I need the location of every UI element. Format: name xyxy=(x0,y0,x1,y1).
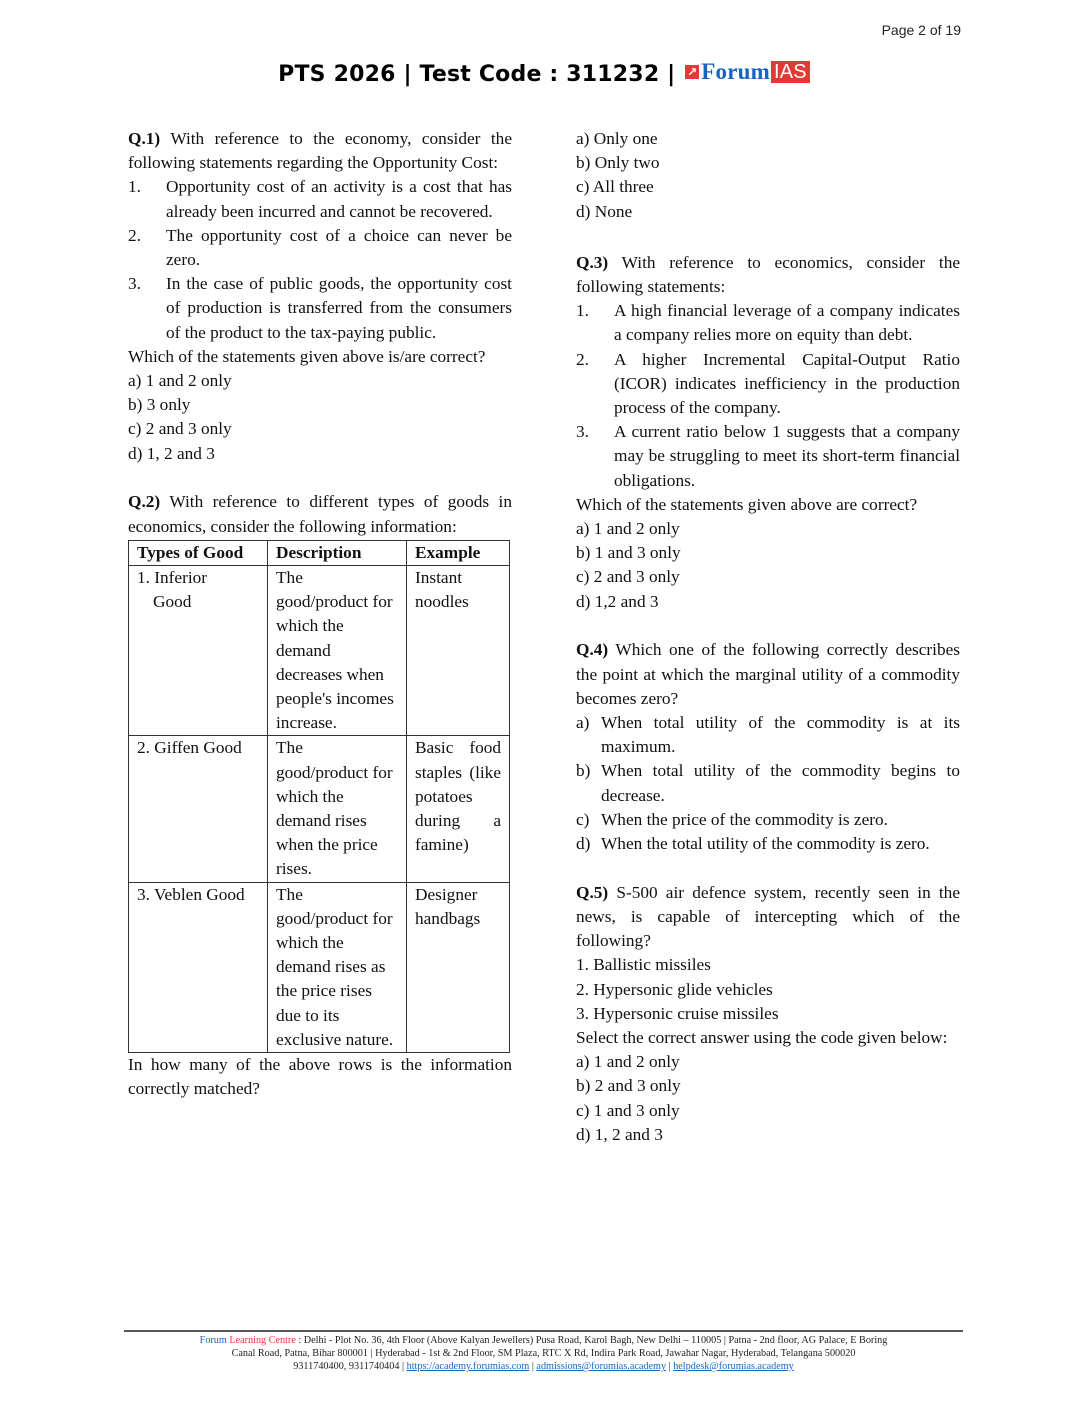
q1-option: b) 3 only xyxy=(128,395,191,415)
footer-admissions-email-link[interactable]: admissions@forumias.academy xyxy=(536,1361,667,1372)
right-column xyxy=(576,127,960,1147)
table-header-row xyxy=(129,540,510,565)
table-cell-type: 3. Veblen Good xyxy=(129,882,268,1052)
q2-option: a) Only one xyxy=(576,129,658,148)
q5-stem: Q.5) S-500 air defence system, recently seen in the news, is capable of intercepting which of the following? xyxy=(576,882,960,951)
footer-divider xyxy=(124,1330,963,1332)
q2-option: c) All three xyxy=(576,177,654,197)
q1-statement: 2. The opportunity cost of a choice can never be zero. xyxy=(128,225,512,270)
q2-label: Q.2) xyxy=(128,492,161,512)
page-indicator: Page 2 of 19 xyxy=(881,22,961,38)
q5-option: a) 1 and 2 only xyxy=(576,1052,680,1072)
footer-address-1: Delhi - Plot No. 36, 4th Floor (Above Kalyan Jewellers) Pusa Road, Karol Bagh, New Delhi – 110005 | Patna - 2nd floor, AG Palace, E Boring xyxy=(303,1335,888,1346)
q3-statement: 3. A current ratio below 1 suggests that a company may be struggling to meet its short-term financial obligations. xyxy=(576,422,960,490)
q1-statement: 1. Opportunity cost of an activity is a cost that has already been incurred and cannot be recovered. xyxy=(128,177,512,221)
q2-stem: Q.2) With reference to different types of goods in economics, consider the following information: xyxy=(128,492,512,536)
q5-option: c) 1 and 3 only xyxy=(576,1100,680,1120)
q1-option: c) 2 and 3 only xyxy=(128,419,232,439)
question-5 xyxy=(576,881,960,1147)
table-cell-example: Instant noodles xyxy=(407,565,510,735)
q3-label: Q.3) xyxy=(576,252,609,272)
q1-statement: 3. In the case of public goods, the opportunity cost of production is transferred from the consumers of the product to the tax-paying public. xyxy=(128,274,512,342)
table-cell-description: The good/product for which the demand decreases when people's incomes increase. xyxy=(268,565,407,735)
table-row xyxy=(129,736,510,882)
footer-helpdesk-email-link[interactable]: helpdesk@forumias.academy xyxy=(673,1361,794,1372)
q4-label: Q.4) xyxy=(576,640,609,660)
goods-table xyxy=(128,540,510,1053)
q1-ask: Which of the statements given above is/are correct? xyxy=(128,346,486,366)
footer-learning-centre: Learning Centre xyxy=(229,1335,296,1346)
question-1 xyxy=(128,127,512,466)
q2-option: d) None xyxy=(576,201,633,221)
q5-label: Q.5) xyxy=(576,882,609,902)
footer-address-2: Canal Road, Patna, Bihar 800001 | Hyderabad - 1st & 2nd Floor, SM Plaza, RTC X Rd, Indira Park Road, Jawahar Nagar, Hyderabad, Telangana 500020 xyxy=(231,1348,856,1359)
table-row xyxy=(129,565,510,735)
table-cell-description: The good/product for which the demand rises as the price rises due to its exclusive nature. xyxy=(268,882,407,1052)
q3-option: d) 1,2 and 3 xyxy=(576,591,659,611)
page-header xyxy=(0,59,1088,88)
logo-ias-text: IAS xyxy=(771,61,810,83)
q3-statement: 1. A high financial leverage of a company indicates a company relies more on equity than debt. xyxy=(576,301,960,345)
arrow-icon: ↗ xyxy=(687,65,698,79)
test-title: PTS 2026 | Test Code : 311232 | xyxy=(278,62,676,87)
question-3 xyxy=(576,251,960,614)
q1-label: Q.1) xyxy=(128,129,161,148)
q2-ask: In how many of the above rows is the information correctly matched? xyxy=(128,1055,512,1099)
q3-option: b) 1 and 3 only xyxy=(576,543,681,563)
q2-options xyxy=(576,127,960,224)
q4-stem: Q.4) Which one of the following correctly describes the point at which the marginal utility of a commodity becomes zero? xyxy=(576,640,960,708)
page-footer: Forum Learning Centre : Delhi - Plot No. 36, 4th Floor (Above Kalyan Jewellers) Pusa Road, Karol Bagh, New Delhi – 110005 | Patna - 2nd floor, AG Palace, E Boring Canal Road, Patna, Bihar 800001 | Hyderabad - 1st & 2nd Floor, SM Plaza, RTC X Rd, Indira Park Road, Jawahar Nagar, Hyderabad, Telangana 500020 9311740400, 9311740404 | https://academy.forumias.com | admissions@forumias.academy | helpdesk@forumias.academy xyxy=(124,1334,963,1373)
footer-phones: 9311740400, 9311740404 | xyxy=(293,1361,407,1372)
table-cell-example: Basic food staples (like potatoes during a famine) xyxy=(407,736,510,882)
q2-option: b) Only two xyxy=(576,153,660,173)
q5-option: d) 1, 2 and 3 xyxy=(576,1124,663,1144)
forumias-logo xyxy=(685,59,810,85)
table-cell-type: 1. Inferior Good xyxy=(129,565,268,735)
table-header: Types of Good xyxy=(129,540,268,565)
q1-option: a) 1 and 2 only xyxy=(128,371,232,391)
q3-option: c) 2 and 3 only xyxy=(576,567,680,587)
q5-item: 2. Hypersonic glide vehicles xyxy=(576,979,773,999)
q3-stem: Q.3) With reference to economics, consider the following statements: xyxy=(576,252,960,297)
q5-option: b) 2 and 3 only xyxy=(576,1076,681,1096)
question-2 xyxy=(128,490,512,1101)
q4-option: a) When total utility of the commodity is at its maximum. xyxy=(576,712,960,757)
q4-option: b) When total utility of the commodity begins to decrease. xyxy=(576,761,960,805)
q3-statement: 2. A higher Incremental Capital-Output Ratio (ICOR) indicates inefficiency in the production process of the company. xyxy=(576,349,960,418)
q4-option: c) When the price of the commodity is zero. xyxy=(576,809,888,829)
table-header: Description xyxy=(268,540,407,565)
table-cell-description: The good/product for which the demand rises when the price rises. xyxy=(268,736,407,882)
q5-item: 3. Hypersonic cruise missiles xyxy=(576,1003,779,1023)
q1-option: d) 1, 2 and 3 xyxy=(128,443,215,463)
footer-website-link[interactable]: https://academy.forumias.com xyxy=(406,1361,530,1372)
table-cell-example: Designer handbags xyxy=(407,882,510,1052)
table-header: Example xyxy=(407,540,510,565)
table-cell-type: 2. Giffen Good xyxy=(129,736,268,882)
left-column xyxy=(128,127,512,1101)
q1-stem: Q.1) With reference to the economy, consider the following statements regarding the Opportunity Cost: xyxy=(128,129,512,173)
q5-item: 1. Ballistic missiles xyxy=(576,955,711,975)
q3-ask: Which of the statements given above are correct? xyxy=(576,494,918,514)
question-4 xyxy=(576,638,960,856)
q4-option: d) When the total utility of the commodity is zero. xyxy=(576,833,930,853)
footer-forum: Forum xyxy=(199,1335,227,1346)
q3-option: a) 1 and 2 only xyxy=(576,519,680,539)
logo-forum-text: Forum xyxy=(701,59,770,84)
q5-ask: Select the correct answer using the code given below: xyxy=(576,1027,948,1047)
table-row xyxy=(129,882,510,1052)
